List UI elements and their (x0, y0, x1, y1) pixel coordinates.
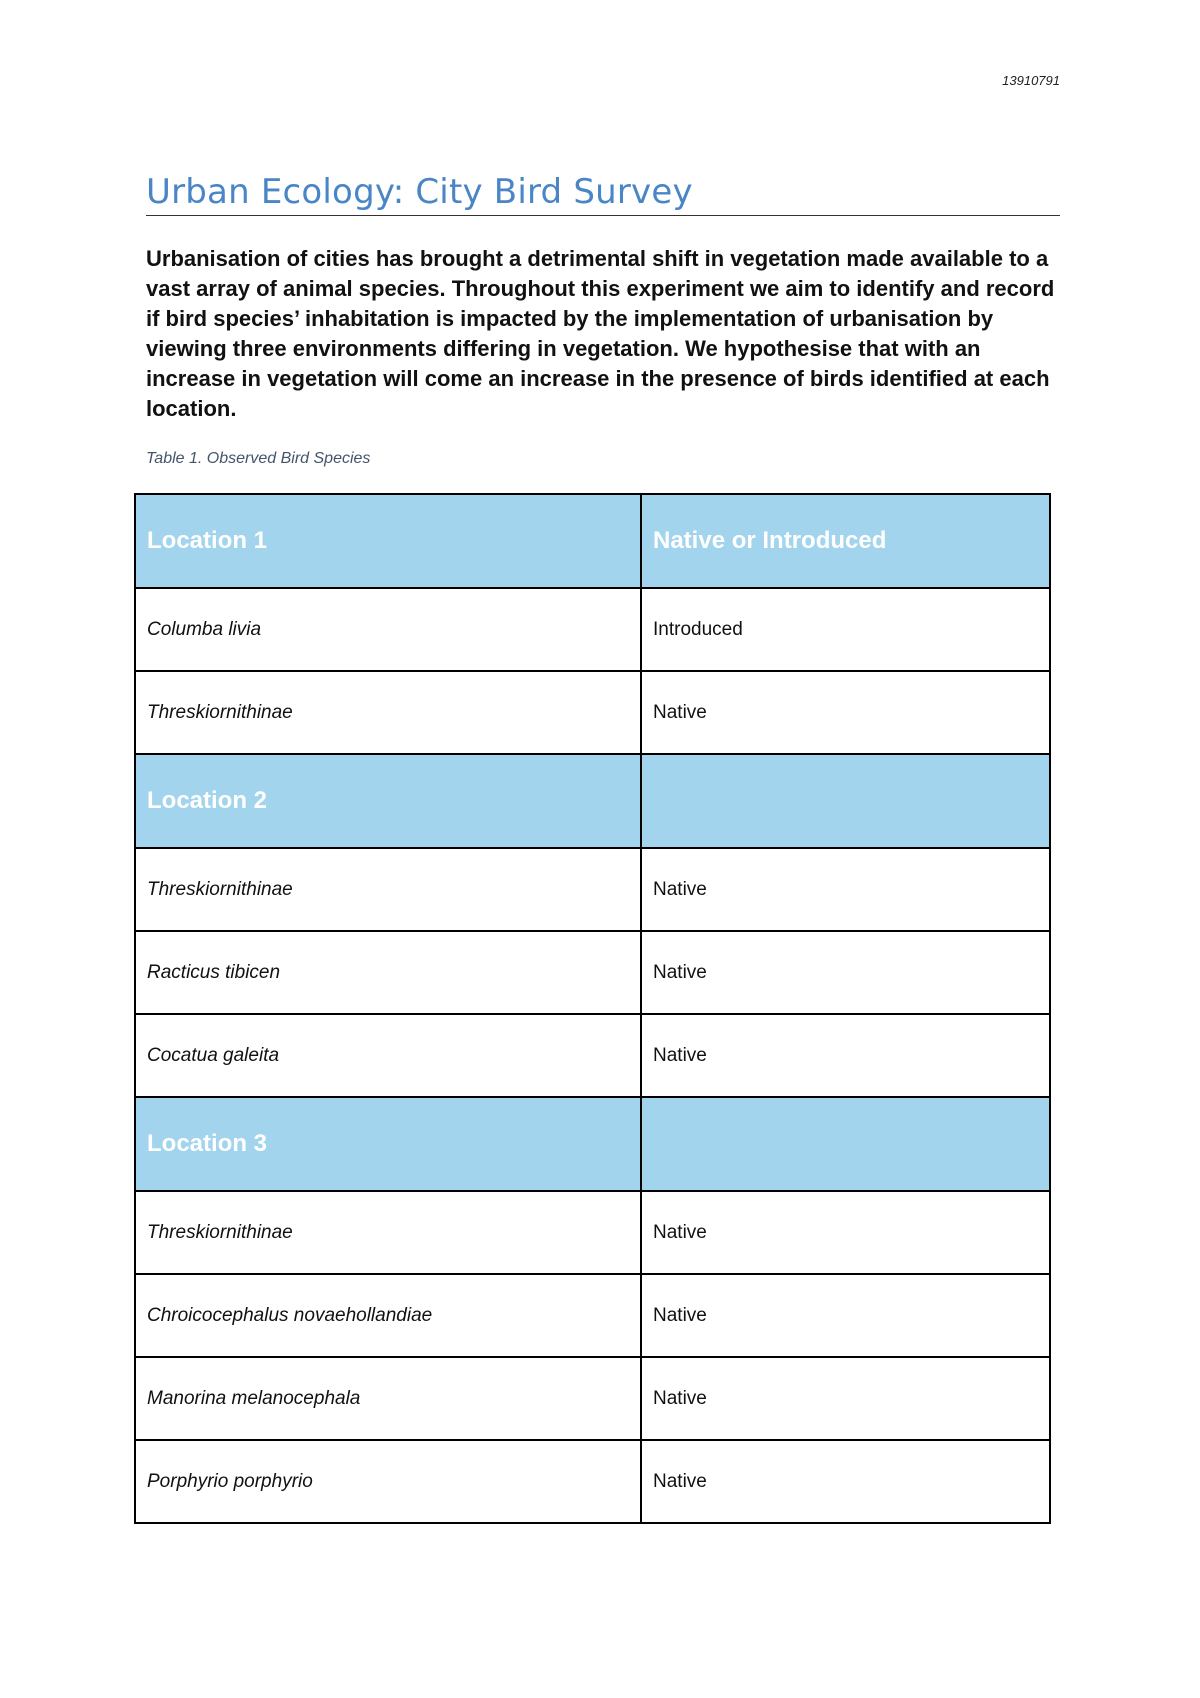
species-name: Chroicocephalus novaehollandiae (135, 1274, 641, 1357)
species-status: Native (641, 848, 1050, 931)
species-name: Columba livia (135, 588, 641, 671)
location-header-row (135, 494, 1050, 588)
species-name: Racticus tibicen (135, 931, 641, 1014)
table-caption: Table 1. Observed Bird Species (146, 450, 371, 467)
species-status: Introduced (641, 588, 1050, 671)
table-row (135, 671, 1050, 754)
table-row (135, 1191, 1050, 1274)
column-header-native-or-introduced: Native or Introduced (641, 494, 1050, 588)
species-name: Porphyrio porphyrio (135, 1440, 641, 1523)
species-name: Threskiornithinae (135, 1191, 641, 1274)
species-name: Manorina melanocephala (135, 1357, 641, 1440)
location-label: Location 3 (135, 1097, 641, 1191)
species-name: Threskiornithinae (135, 848, 641, 931)
page-number: 13910791 (1002, 73, 1060, 88)
species-status: Native (641, 1014, 1050, 1097)
location-header-empty-cell (641, 1097, 1050, 1191)
location-header-empty-cell (641, 754, 1050, 848)
location-label: Location 1 (135, 494, 641, 588)
document-title: Urban Ecology: City Bird Survey (146, 172, 1060, 216)
table-row (135, 1440, 1050, 1523)
table-row (135, 588, 1050, 671)
species-name: Cocatua galeita (135, 1014, 641, 1097)
table-row (135, 1014, 1050, 1097)
location-header-row (135, 754, 1050, 848)
species-status: Native (641, 931, 1050, 1014)
species-status: Native (641, 1357, 1050, 1440)
species-status: Native (641, 1191, 1050, 1274)
location-label: Location 2 (135, 754, 641, 848)
bird-species-table (134, 493, 1051, 1524)
table-row (135, 931, 1050, 1014)
table-row (135, 1274, 1050, 1357)
species-name: Threskiornithinae (135, 671, 641, 754)
species-status: Native (641, 671, 1050, 754)
table-row (135, 1357, 1050, 1440)
species-status: Native (641, 1440, 1050, 1523)
species-status: Native (641, 1274, 1050, 1357)
location-header-row (135, 1097, 1050, 1191)
intro-paragraph: Urbanisation of cities has brought a detrimental shift in vegetation made available to a vast array of animal species. Throughout this experiment we aim to identify and record if bird species’ inhabitation is impacted by the implementation of urbanisation by viewing three environments differing in vegetation. We hypothesise that with an increase in vegetation will come an increase in the presence of birds identified at each location. (146, 246, 1055, 421)
table-row (135, 848, 1050, 931)
